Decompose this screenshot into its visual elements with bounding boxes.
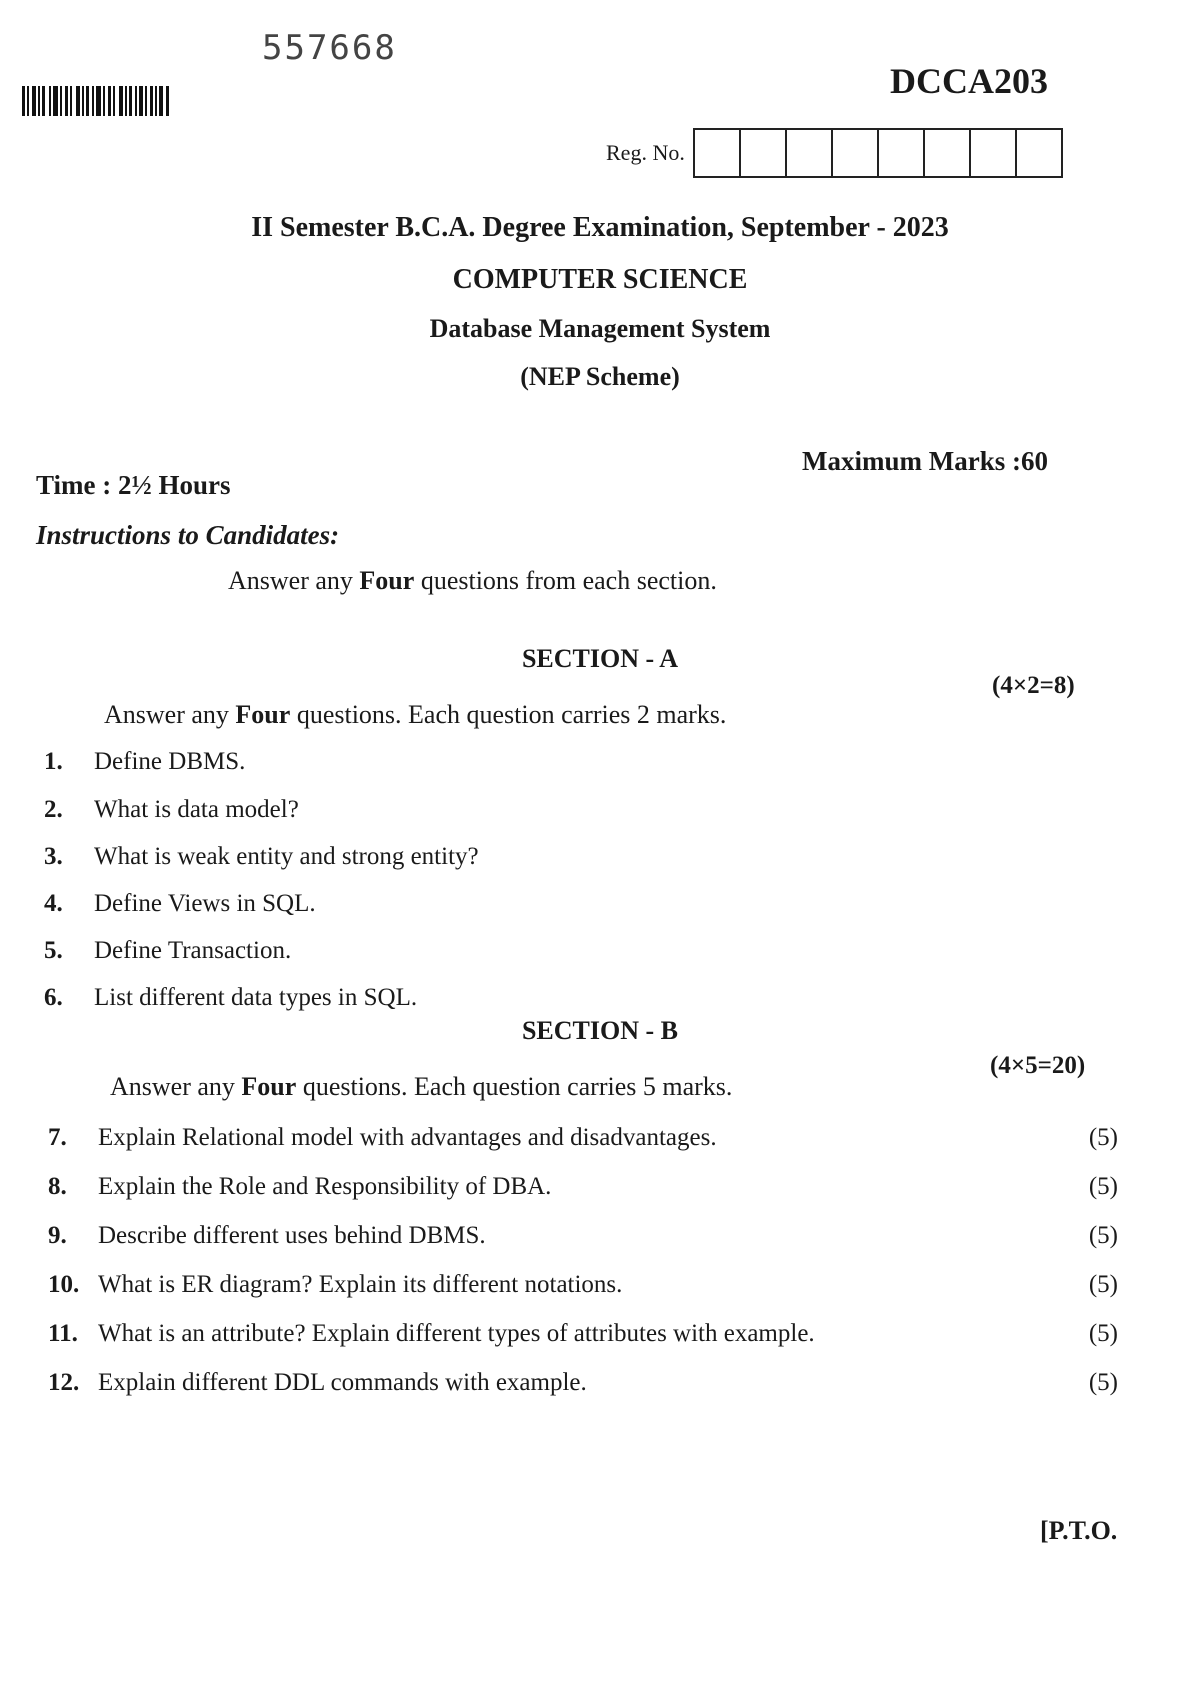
question-item: 1. Define DBMS. xyxy=(44,748,246,775)
question-item: 6. List different data types in SQL. xyxy=(44,984,418,1011)
reg-no-boxes xyxy=(693,128,1063,178)
paper-title: Database Management System xyxy=(429,314,771,343)
question-item: 7. Explain Relational model with advantages and disadvantages. (5) xyxy=(48,1124,1118,1151)
section-b-title: SECTION - B xyxy=(521,1016,679,1045)
time-allowed: Time : 2½ Hours xyxy=(36,470,231,500)
reg-no-label: Reg. No. xyxy=(606,140,685,165)
question-item: 2. What is data model? xyxy=(44,796,299,823)
instruction-line: Answer any Four questions from each section. xyxy=(228,566,717,595)
instructions-heading: Instructions to Candidates: xyxy=(36,520,340,550)
paper-code: DCCA203 xyxy=(890,61,1048,101)
question-item: 10. What is ER diagram? Explain its different notations. (5) xyxy=(48,1271,1118,1298)
barcode xyxy=(22,86,169,116)
section-a-note: Answer any Four questions. Each question carries 2 marks. xyxy=(104,700,727,729)
reg-no-field xyxy=(606,128,1063,178)
pto-label: [P.T.O. xyxy=(1040,1516,1118,1545)
serial-number: 557668 xyxy=(262,28,397,68)
question-item: 12. Explain different DDL commands with example. (5) xyxy=(48,1369,1118,1396)
question-item: 11. What is an attribute? Explain different types of attributes with example. (5) xyxy=(48,1320,1118,1347)
section-a-title: SECTION - A xyxy=(521,644,679,673)
question-item: 4. Define Views in SQL. xyxy=(44,890,316,917)
section-b-note: Answer any Four questions. Each question carries 5 marks. xyxy=(110,1072,733,1101)
section-a-marks: (4×2=8) xyxy=(992,672,1075,699)
scheme-title: (NEP Scheme) xyxy=(520,362,680,391)
maximum-marks: Maximum Marks :60 xyxy=(802,446,1048,476)
question-item: 8. Explain the Role and Responsibility of DBA. (5) xyxy=(48,1173,1118,1200)
question-item: 5. Define Transaction. xyxy=(44,937,292,964)
question-item: 9. Describe different uses behind DBMS. (5) xyxy=(48,1222,1118,1249)
question-item: 3. What is weak entity and strong entity? xyxy=(44,843,479,870)
subject-title: COMPUTER SCIENCE xyxy=(452,264,748,295)
exam-title: II Semester B.C.A. Degree Examination, September - 2023 xyxy=(251,212,949,243)
section-b-marks: (4×5=20) xyxy=(990,1052,1086,1079)
